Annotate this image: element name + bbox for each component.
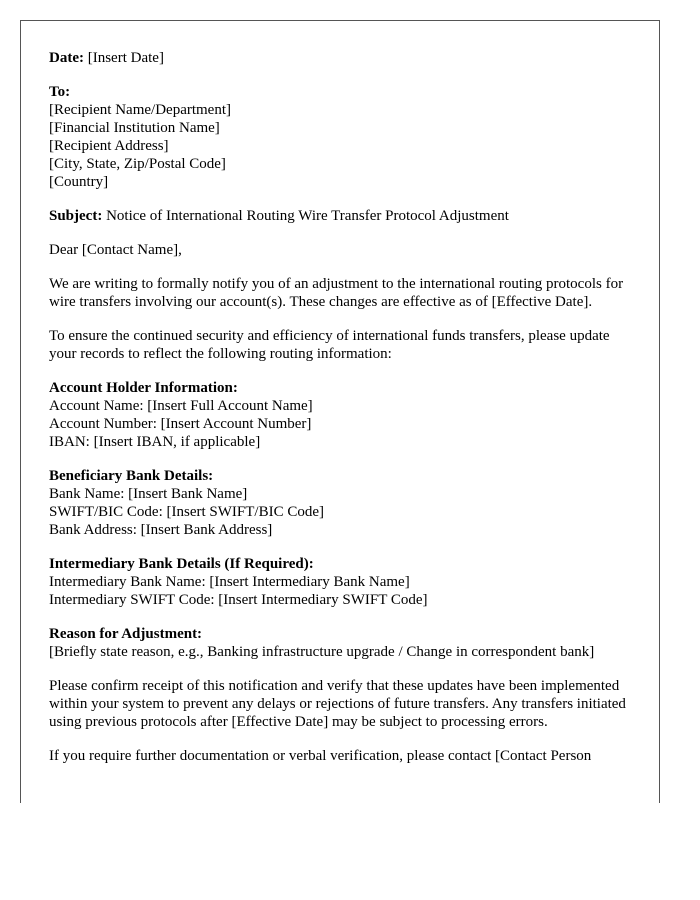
date-line: [49, 49, 639, 67]
contact-paragraph: If you require further documentation or verbal verification, please contact [Contact Person: [49, 748, 592, 764]
reason-heading: Reason for Adjustment:: [49, 626, 203, 642]
account-holder-line: Account Name: [Insert Full Account Name]: [49, 398, 313, 414]
recipient-line: [Country]: [49, 174, 109, 190]
beneficiary-bank-heading: Beneficiary Bank Details:: [49, 468, 214, 484]
date-label: Date:: [49, 50, 84, 66]
beneficiary-bank-section: [49, 467, 639, 539]
intro-paragraph: We are writing to formally notify you of an adjustment to the international routing protocols for wire transfers involving our account(s). These changes are effective as of [Effective Date].: [49, 276, 624, 310]
letter-page: [20, 20, 660, 803]
intermediary-bank-heading: Intermediary Bank Details (If Required):: [49, 556, 314, 572]
reason-text: [Briefly state reason, e.g., Banking infrastructure upgrade / Change in correspondent bank]: [49, 644, 595, 660]
beneficiary-bank-line: SWIFT/BIC Code: [Insert SWIFT/BIC Code]: [49, 504, 324, 520]
beneficiary-bank-line: Bank Address: [Insert Bank Address]: [49, 522, 273, 538]
account-holder-section: [49, 379, 639, 451]
recipient-line: [City, State, Zip/Postal Code]: [49, 156, 226, 172]
reason-section: [49, 625, 639, 661]
recipient-line: [Recipient Address]: [49, 138, 169, 154]
instruction-paragraph: To ensure the continued security and efficiency of international funds transfers, please update your records to reflect the following routing information:: [49, 328, 610, 362]
intermediary-bank-section: [49, 555, 639, 609]
date-value: [Insert Date]: [83, 50, 164, 66]
account-holder-heading: Account Holder Information:: [49, 380, 238, 396]
subject-line: [49, 207, 639, 225]
account-holder-line: IBAN: [Insert IBAN, if applicable]: [49, 434, 261, 450]
recipient-line: [Financial Institution Name]: [49, 120, 220, 136]
confirmation-paragraph: Please confirm receipt of this notification and verify that these updates have been implemented within your system to prevent any delays or rejections of future transfers. Any transfers initiated using previous protocols after [Effective Date] may be subject to processing errors.: [49, 678, 626, 730]
recipient-block: [49, 83, 639, 191]
subject-label: Subject:: [49, 208, 103, 224]
letter-content: [49, 49, 639, 781]
intermediary-bank-line: Intermediary Bank Name: [Insert Intermediary Bank Name]: [49, 574, 410, 590]
salutation: Dear [Contact Name],: [49, 242, 182, 258]
beneficiary-bank-line: Bank Name: [Insert Bank Name]: [49, 486, 248, 502]
account-holder-line: Account Number: [Insert Account Number]: [49, 416, 312, 432]
to-label: To:: [49, 84, 71, 100]
subject-value: Notice of International Routing Wire Transfer Protocol Adjustment: [102, 208, 509, 224]
recipient-line: [Recipient Name/Department]: [49, 102, 232, 118]
intermediary-bank-line: Intermediary SWIFT Code: [Insert Intermediary SWIFT Code]: [49, 592, 428, 608]
